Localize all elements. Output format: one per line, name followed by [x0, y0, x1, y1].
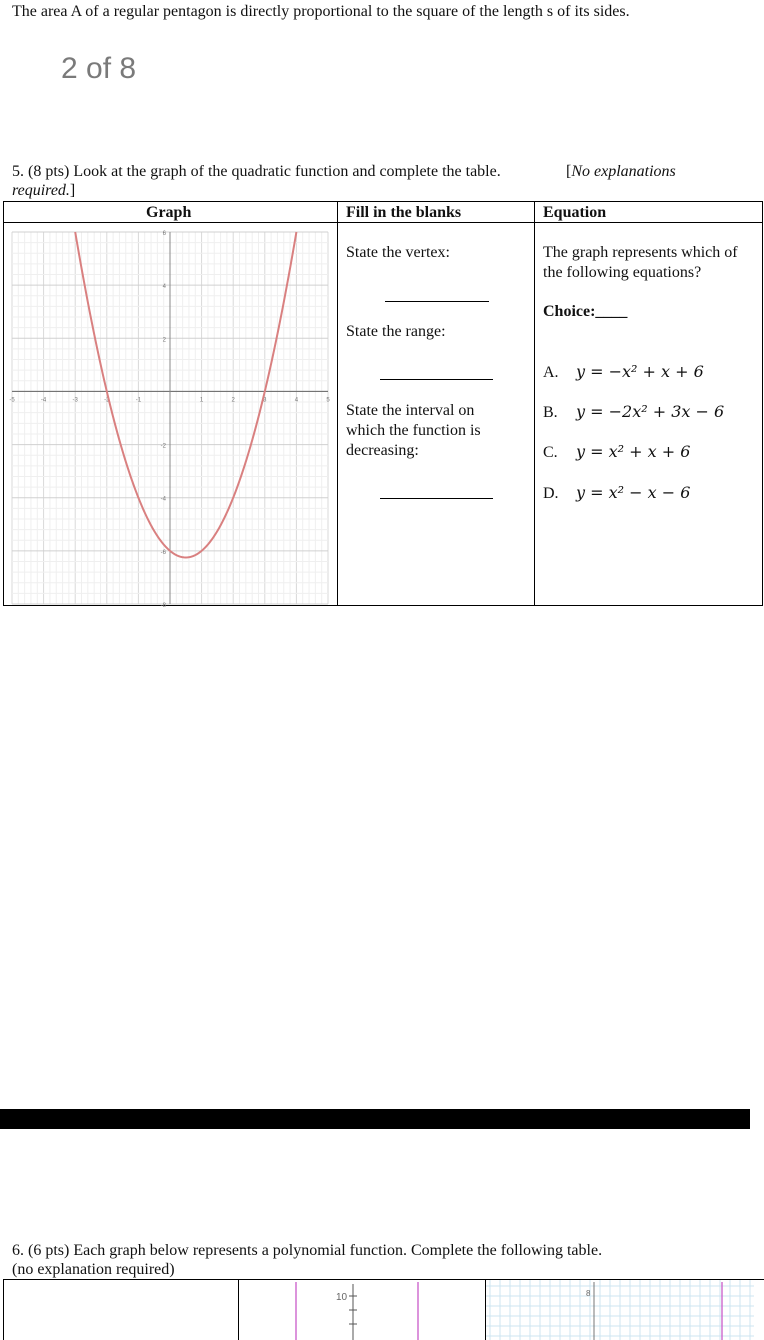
question-6-table: [3, 1279, 764, 1340]
interval-answer-blank[interactable]: [380, 498, 493, 499]
question-6-line2: (no explanation required): [12, 1261, 175, 1278]
x-tick-label: 5: [326, 397, 330, 404]
y-tick-label: 10: [336, 1292, 348, 1303]
quadratic-graph: [9, 231, 330, 609]
y-tick-label: -6: [160, 549, 166, 556]
y-tick-label: -2: [160, 443, 166, 450]
y-tick-label: -4: [160, 496, 166, 503]
question-5-text: 5. (8 pts) Look at the graph of the quadratic function and complete the table.: [12, 163, 501, 180]
vertex-prompt: State the vertex:: [346, 244, 450, 261]
x-tick-label: -5: [9, 397, 15, 404]
x-tick-label: 1: [199, 397, 204, 404]
x-tick-label: 4: [294, 397, 299, 404]
question-6-line1: 6. (6 pts) Each graph below represents a polynomial function. Complete the following table.: [12, 1242, 603, 1259]
equation-question: The graph represents which of the following equations?: [543, 244, 738, 281]
x-tick-label: 2: [231, 397, 235, 404]
y-tick-label: 2: [162, 337, 166, 344]
page-indicator: 2 of 8: [61, 52, 137, 85]
x-tick-label: -3: [72, 397, 78, 404]
header-graph: Graph: [146, 204, 192, 221]
choice-blank[interactable]: Choice:____: [543, 303, 628, 320]
question-5-table: [3, 201, 763, 609]
option-b[interactable]: B. y = −2x² + 3x − 6: [543, 402, 725, 421]
question-5-prompt: [12, 162, 742, 199]
header-equation: Equation: [543, 204, 607, 221]
option-a[interactable]: A. y = −x² + x + 6: [543, 362, 704, 381]
option-d[interactable]: D. y = x² − x − 6: [543, 483, 691, 502]
polynomial-graph-2: [486, 1280, 754, 1340]
question-5-note: [No explanations: [566, 163, 676, 180]
question-6-prompt: [12, 1241, 602, 1279]
x-tick-label: -1: [135, 397, 142, 404]
y-tick-label: 6: [162, 231, 166, 237]
range-answer-blank[interactable]: [380, 379, 493, 380]
question-5-note-line2: required.]: [12, 182, 76, 199]
y-tick-label: 8: [586, 1289, 591, 1298]
polynomial-graph-1: [240, 1280, 484, 1340]
y-tick-label: 4: [162, 284, 166, 291]
page-separator-bar: [0, 1109, 750, 1129]
option-c[interactable]: C. y = x² + x + 6: [543, 442, 691, 461]
x-tick-label: 3: [263, 397, 267, 404]
previous-question-text: The area A of a regular pentagon is directly proportional to the square of the length s of its sides.: [12, 3, 630, 20]
y-tick-label: -8: [160, 603, 166, 609]
x-tick-label: -2: [104, 397, 110, 404]
range-prompt: State the range:: [346, 323, 446, 340]
vertex-answer-blank[interactable]: [385, 301, 489, 302]
decreasing-interval-prompt: State the interval on which the function is decreasing:: [346, 402, 481, 459]
header-fill-blanks: Fill in the blanks: [346, 204, 462, 221]
x-tick-label: -4: [40, 397, 47, 404]
